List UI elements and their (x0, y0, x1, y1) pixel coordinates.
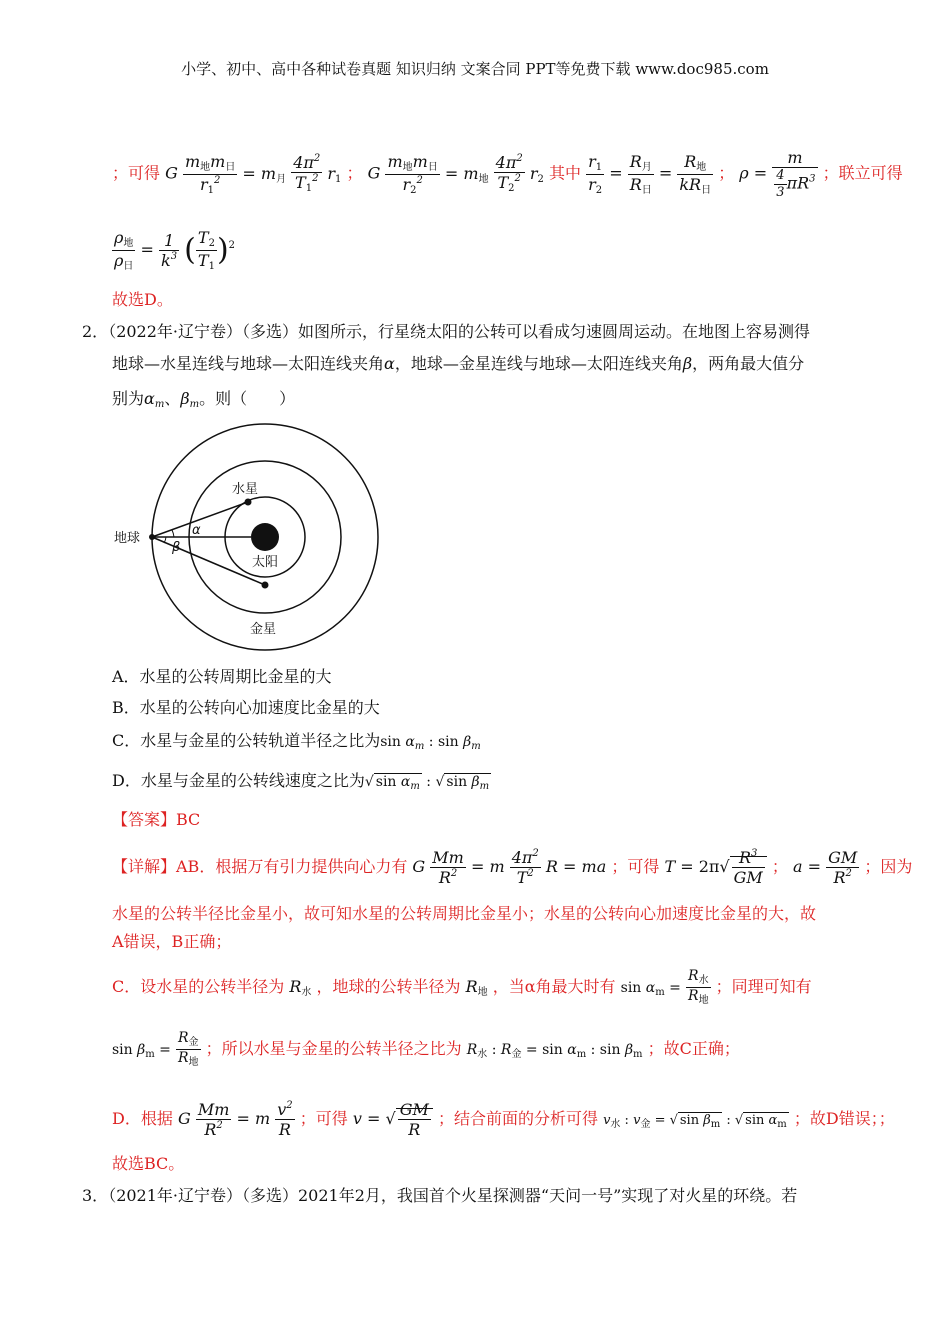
label-mercury: 水星 (232, 482, 259, 497)
earth-dot (149, 534, 155, 540)
option-d: D．水星与金星的公转线速度之比为√ $\sin \alpha_m$ : √ $\sin \beta_m$ (112, 771, 490, 792)
detail-ab-line-1: 【详解】AB．根据万有引力提供向心力有 G $\frac{Mm}{R^2}$ = m $\frac{4\pi^2}{T^2}$ R = ma ；可得 T = 2π√ $\frac{R^3}{GM}$ ； a = $\frac{GM}{R^2}$ ；因为 (112, 848, 913, 888)
option-a: A．水星的公转周期比金星的大 (112, 667, 332, 686)
question-2-line-2: 地球—水星连线与地球—太阳连线夹角α，地球—金星连线与地球—太阳连线夹角β，两角最大值分 (112, 354, 805, 373)
option-b: B．水星的公转向心加速度比金星的大 (112, 698, 380, 717)
sun (251, 523, 279, 551)
answer: 【答案】BC (112, 810, 201, 829)
question-2-line-1: 2．（2022年·辽宁卷）（多选）如图所示，行星绕太阳的公转可以看成匀速圆周运动。在地图上容易测得 (82, 322, 811, 341)
label-venus: 金星 (250, 622, 277, 637)
question-2-line-3: 别为$\alpha_m$、$\beta_m$。则（ ） (112, 389, 296, 410)
orbit-diagram (100, 420, 400, 655)
option-c: C．水星与金星的公转轨道半径之比为$\sin \alpha_m$ : $\sin \beta_m$ (112, 731, 481, 752)
conclusion-q1: 故选D。 (112, 290, 173, 309)
detail-ab-line-2: 水星的公转半径比金星小，故可知水星的公转周期比金星小；水星的公转向心加速度比金星的大，故 (112, 904, 817, 923)
detail-c-line-1: C．设水星的公转半径为 $R_水$ ，地球的公转半径为 $R_地$ ，当α角最大时有 $\sin \alpha_m$ = $\frac{R_水}{R_地}$ ；同理可知有 (112, 968, 812, 1006)
question-3-line-1: 3．（2021年·辽宁卷）（多选）2021年2月，我国首个火星探测器“天问一号”实现了对火星的环绕。若 (82, 1186, 798, 1205)
mercury-dot (245, 499, 252, 506)
venus-dot (262, 582, 269, 589)
label-sun: 太阳 (252, 555, 279, 570)
alpha-arc (172, 530, 174, 537)
label-earth: 地球 (114, 531, 141, 546)
detail-ab-line-3: A错误，B正确； (112, 932, 232, 951)
label-alpha: α (192, 523, 201, 538)
page-header: 小学、初中、高中各种试卷真题 知识归纳 文案合同 PPT等免费下载 www.doc985.com (181, 60, 769, 78)
label-beta: β (172, 540, 181, 555)
formula-line-2: $\frac{\rho_地}{\rho_日}$ = $\frac{1}{k^3}$ ( $\frac{T_2}{T_1}$ )$^2$ (114, 228, 236, 272)
conclusion-q2: 故选BC。 (112, 1154, 185, 1173)
detail-d-line: D．根据 G $\frac{Mm}{R^2}$ = m $\frac{v^2}{R}$ ；可得 v = √ $\frac{GM}{R}$ ；结合前面的分析可得 $v_水$ : $v_金$ = √ $\sin \beta_m$ : √ $\sin \alpha_m$ ；故D错误；； (112, 1100, 895, 1140)
formula-line-1: ；可得 G $\frac{m_地m_日}{r_1^2}$ = $m_月$ $\frac{4\pi^2}{T_1^2}$ $r_1$ ； G $\frac{m_地m_日}{r_2^2}$ = $m_地$ $\frac{4\pi^2}{T_2^2}$ $r_2$ 其中 $\frac{r_1}{r_2}$ = $\frac{R_月}{R_日}$ = $\frac{R_地}{kR_日}$ ； ρ = m $\frac{4}{3}$ $\pi R^3$ ；联立可得 (112, 148, 903, 200)
detail-c-line-2: $\sin \beta_m$ = $\frac{R_金}{R_地}$ ；所以水星与金星的公转半径之比为 $R_水$ : $R_金 = \sin \alpha_m$ : $\sin \beta_m$ ；故C正确； (112, 1030, 740, 1068)
earth-venus-line (152, 537, 265, 585)
